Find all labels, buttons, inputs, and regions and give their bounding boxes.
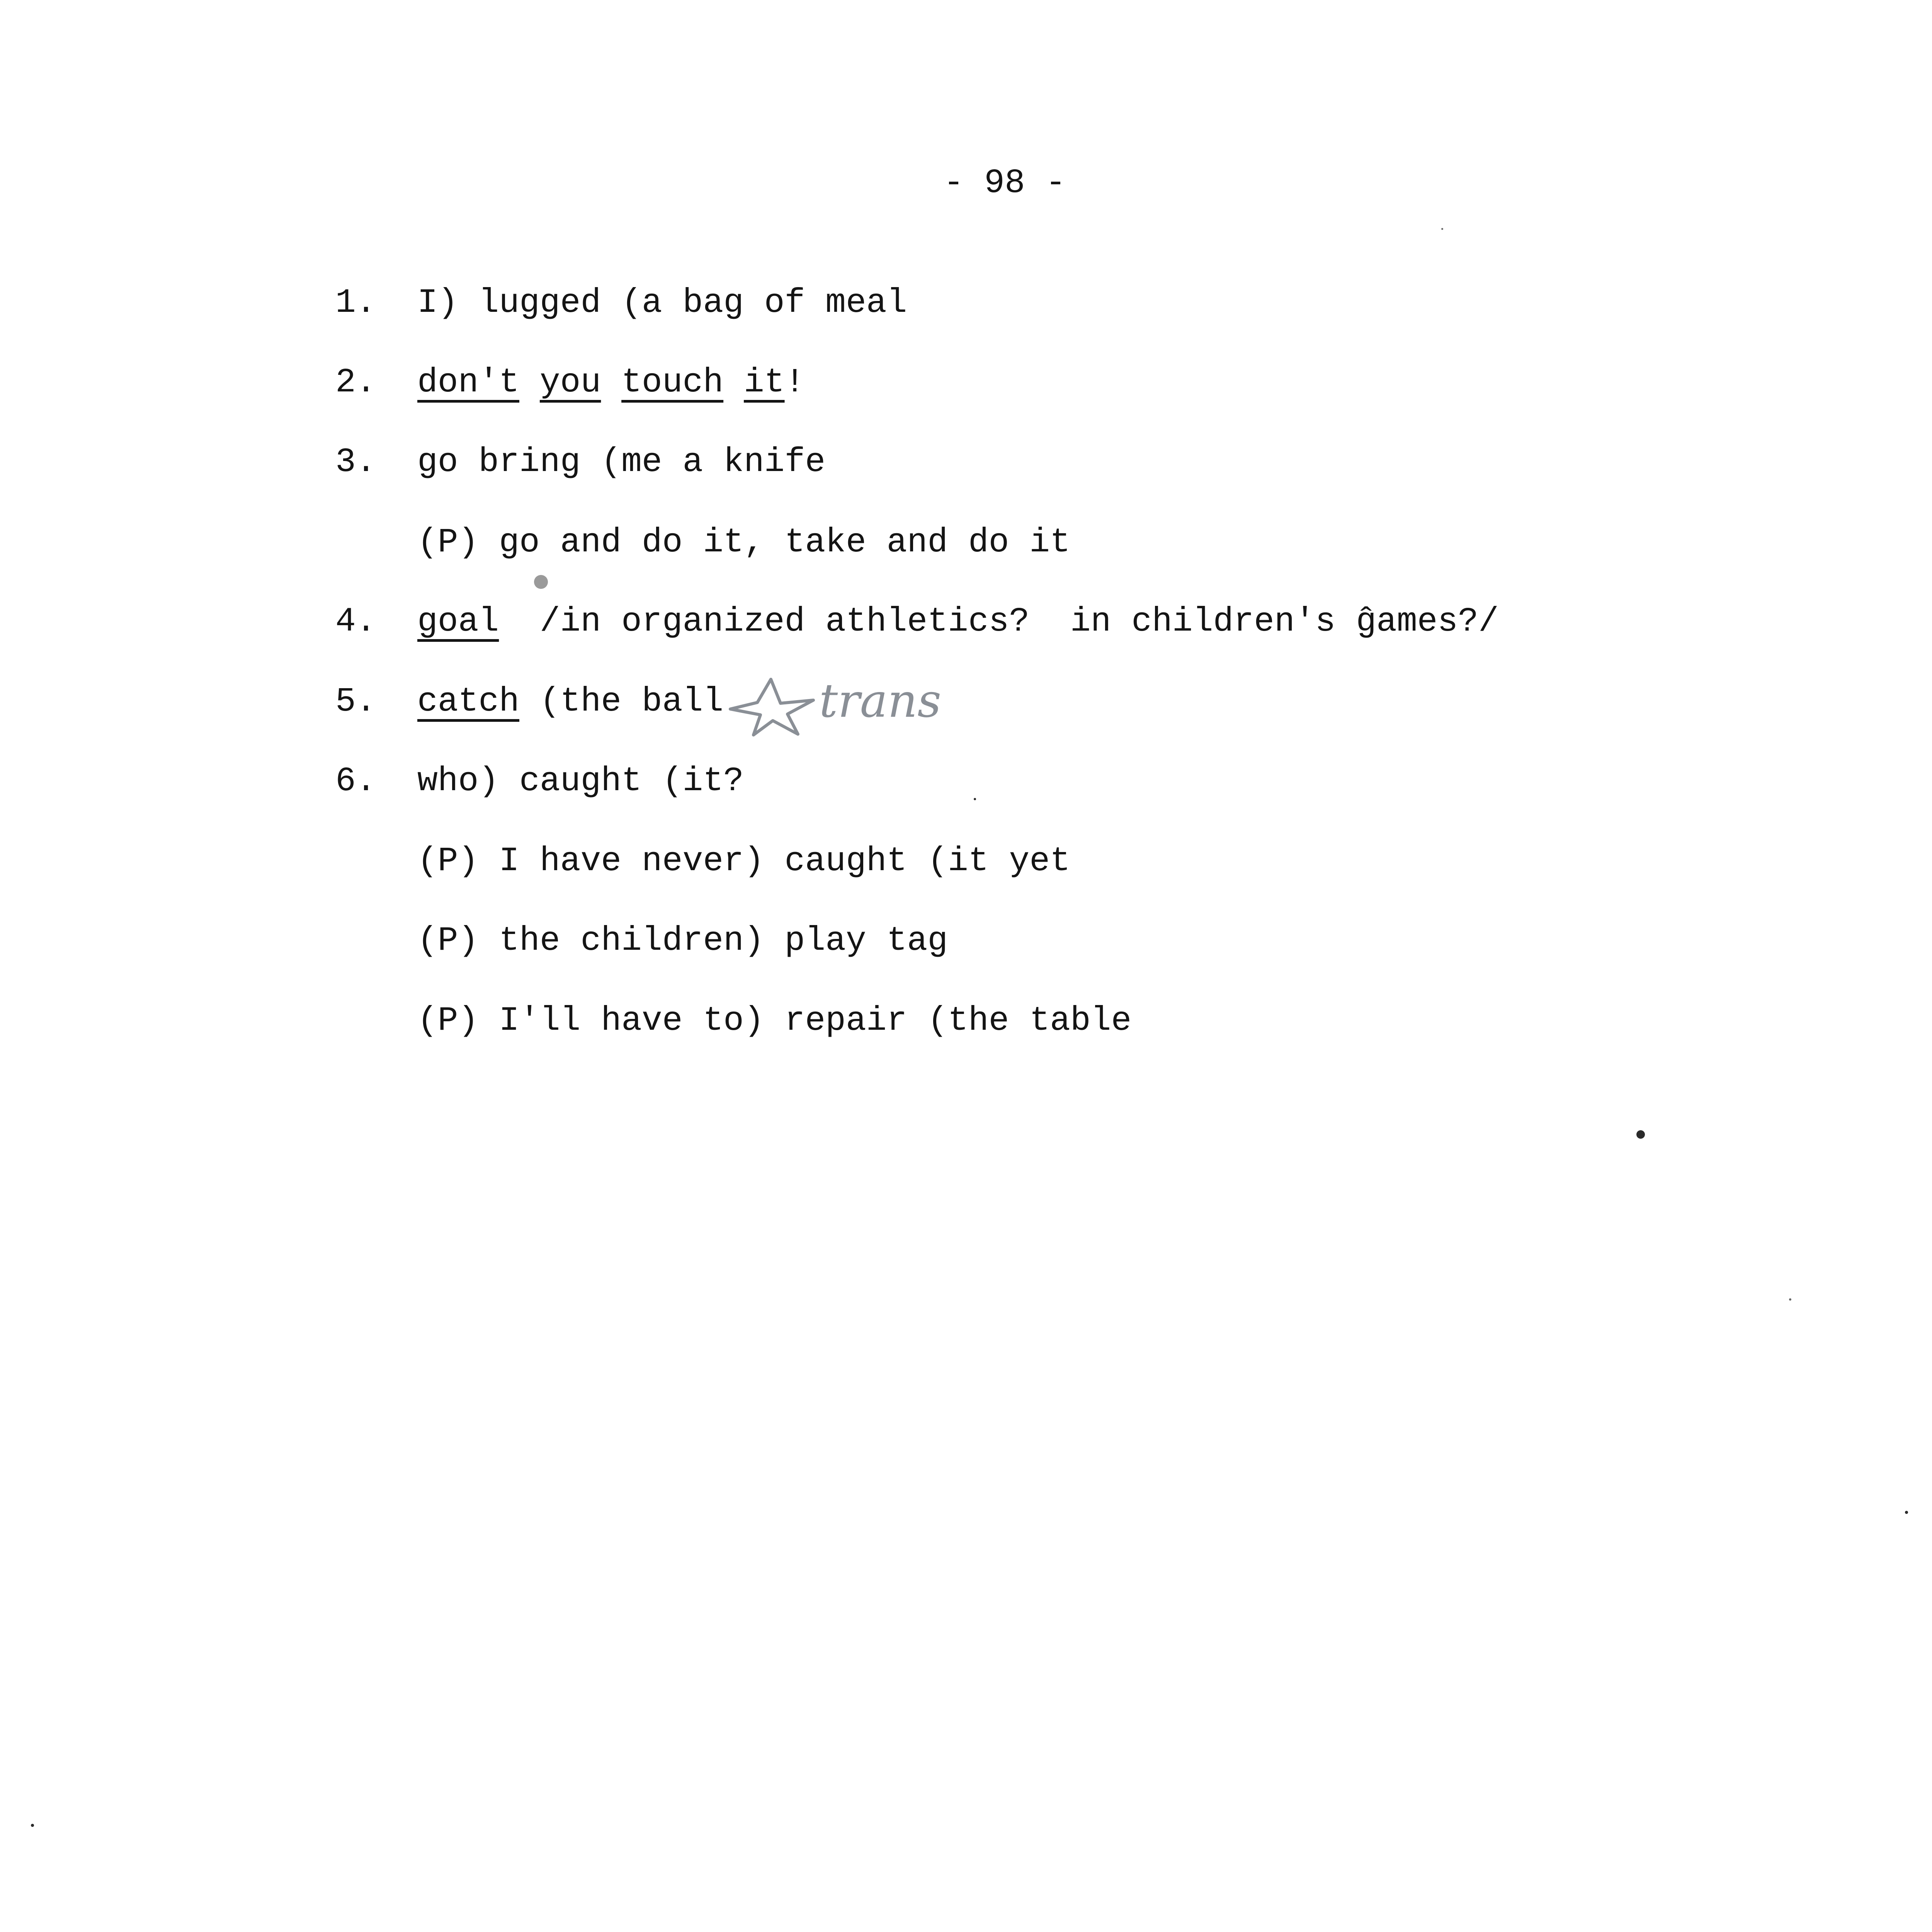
item-number: 4. bbox=[335, 603, 376, 641]
item-text: go bring (me a knife bbox=[417, 443, 826, 481]
item-rest: (the ball bbox=[519, 683, 724, 721]
ink-speck bbox=[1636, 1130, 1645, 1139]
ink-speck bbox=[1905, 1511, 1908, 1514]
item-number: 2. bbox=[335, 364, 376, 402]
item-text bbox=[417, 681, 723, 723]
item-number: 5. bbox=[335, 683, 376, 721]
ink-speck bbox=[974, 798, 976, 800]
underlined-word: goal bbox=[417, 603, 499, 641]
underlined-word: it bbox=[743, 364, 785, 402]
item-number: 1. bbox=[335, 284, 376, 322]
annotation-text: trans bbox=[819, 674, 941, 728]
page-number: - 98 - bbox=[943, 164, 1066, 202]
sub-item-text: (P) go and do it, take and do it bbox=[417, 524, 1070, 562]
item-number: 6. bbox=[335, 762, 376, 801]
sub-item-text: (P) I'll have to) repair (the table bbox=[417, 1002, 1132, 1040]
item-number: 3. bbox=[335, 443, 376, 481]
item-rest: /in organized athletics? in children's ĝames?/ bbox=[499, 603, 1499, 641]
ink-speck bbox=[1441, 228, 1443, 230]
handwritten-annotation bbox=[811, 672, 997, 738]
underlined-word: touch bbox=[621, 364, 724, 402]
sub-item-text: (P) I have never) caught (it yet bbox=[417, 842, 1070, 881]
item-text: who) caught (it? bbox=[417, 762, 744, 801]
underlined-word: don't bbox=[417, 364, 520, 402]
sub-item-text: (P) the children) play tag bbox=[417, 922, 948, 960]
ink-speck bbox=[31, 1824, 34, 1827]
underlined-word: you bbox=[539, 364, 601, 402]
underlined-word: catch bbox=[417, 683, 520, 721]
exclamation: ! bbox=[784, 364, 805, 402]
item-text bbox=[417, 362, 805, 404]
handwritten-star-icon bbox=[726, 672, 819, 738]
ink-speck bbox=[1789, 1298, 1791, 1301]
ink-speck bbox=[534, 575, 548, 589]
item-text bbox=[417, 601, 1499, 643]
item-text: I) lugged (a bag of meal bbox=[417, 284, 907, 322]
